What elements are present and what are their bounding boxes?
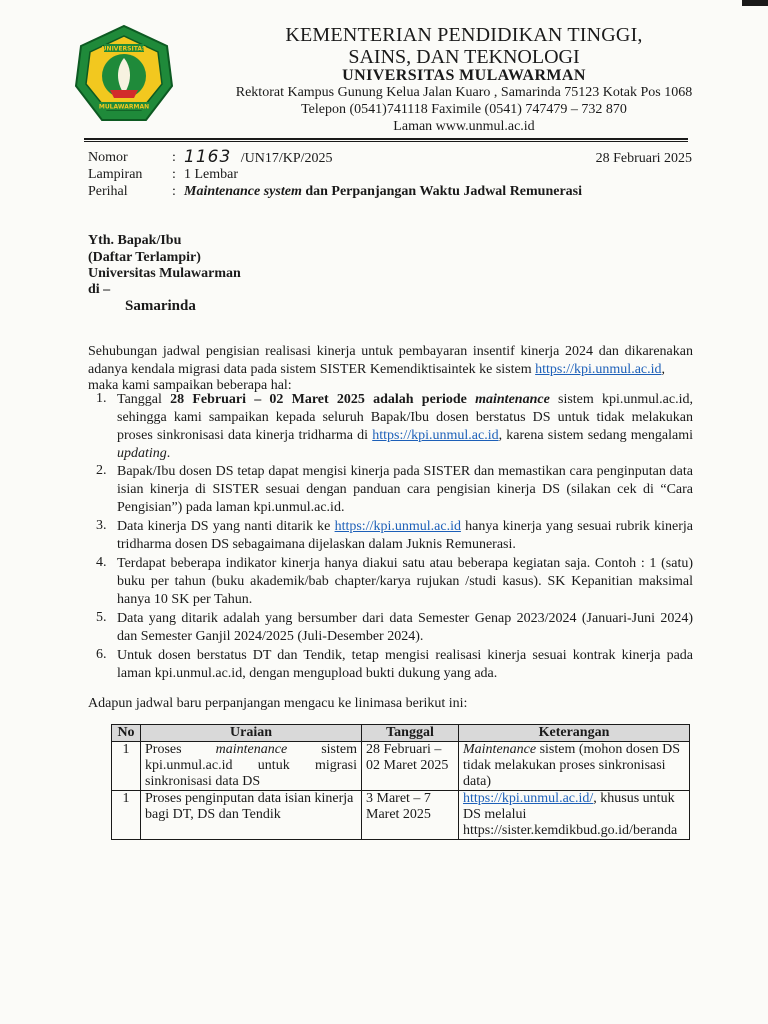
item-1-post: sistem kpi.unmul.ac.id, sehingga kami sampaikan kepada seluruh Bapak/Ibu dosen berstatus DS untuk tidak melakukan proses sinkronisasi data kinerja tridharma di: [117, 392, 693, 443]
letterhead-rule-thin: [84, 141, 688, 142]
nomor-handwritten: 1163: [184, 147, 232, 167]
item-number: 3.: [96, 518, 107, 533]
item-3-post: hanya kinerja yang sesuai rubrik kinerja tridharma dosen DS sebagaimana dijelaskan dalam Juknis Remunerasi.: [117, 519, 693, 552]
cell-tanggal: 3 Maret – 7 Maret 2025: [362, 791, 459, 840]
lampiran-value: 1 Lembar: [184, 167, 239, 182]
addressee-line2: (Daftar Terlampir): [88, 250, 201, 265]
ministry-line1: KEMENTERIAN PENDIDIKAN TINGGI,: [285, 24, 643, 46]
keterangan-italic: Maintenance: [463, 742, 537, 757]
schedule-table: [111, 724, 690, 840]
letterhead-rule-thick: [84, 138, 688, 140]
cell-no: 1: [112, 742, 141, 791]
intro-line3: maka kami sampaikan beberapa hal:: [88, 378, 292, 393]
item-1-pre: Tanggal: [117, 392, 171, 407]
table-header-row: [112, 725, 690, 742]
item-number: 2.: [96, 463, 107, 478]
perihal-value: [184, 184, 582, 200]
lampiran-label: Lampiran: [88, 167, 143, 182]
perihal-italic: Maintenance system: [184, 184, 302, 199]
col-header-uraian: Uraian: [141, 725, 362, 742]
cell-uraian: [141, 742, 362, 791]
kpi-link[interactable]: https://kpi.unmul.ac.id: [535, 362, 662, 377]
cell-no: 1: [112, 791, 141, 840]
addressee-line4: di –: [88, 282, 111, 297]
kpi-link[interactable]: https://kpi.unmul.ac.id: [372, 428, 499, 443]
item-1-bold: 28 Februari – 02 Maret 2025 adalah periode: [170, 392, 476, 407]
item-number: 4.: [96, 555, 107, 570]
item-number: 1.: [96, 391, 107, 406]
item-5: Data yang ditarik adalah yang bersumber dari data Semester Genap 2023/2024 (Januari-Juni 2024) dan Semester Ganjil 2024/2025 (Juli-Desember 2024).: [117, 611, 693, 644]
table-row: [112, 791, 690, 840]
uraian-italic: maintenance: [215, 742, 288, 757]
scan-corner-mark: [742, 0, 768, 6]
col-header-no: No: [112, 725, 141, 742]
nomor-suffix: /UN17/KP/2025: [240, 151, 333, 166]
keterangan-text: sistem (mohon dosen DS tidak melakukan proses sinkronisasi data): [463, 742, 680, 789]
intro-text: Sehubungan jadwal pengisian realisasi kinerja untuk pembayaran insentif kinerja 2024 dan dikarenakan adanya kendala migrasi data pada sistem SISTER Kemendiktisaintek ke sistem: [88, 344, 693, 377]
colon: :: [172, 184, 176, 199]
uraian-text-b: sistem kpi.unmul.ac.id untuk migrasi sinkronisasi data DS: [145, 742, 357, 789]
item-4: Terdapat beberapa indikator kinerja hanya diakui satu atau beberapa kegiatan saja. Contoh : 1 (satu) buku per tahun (buku akademik/bab chapter/karya rujukan /studi kasus). SK Kepanitian maksimal hanya 10 SK per Tahun.: [117, 556, 693, 607]
colon: :: [172, 150, 176, 165]
letter-date: 28 Februari 2025: [595, 151, 692, 166]
intro-paragraph: [88, 343, 693, 379]
colon: :: [172, 167, 176, 182]
uraian-text: Proses: [145, 742, 216, 757]
addressee-line1: Yth. Bapak/Ibu: [88, 233, 182, 248]
col-header-tanggal: Tanggal: [362, 725, 459, 742]
kpi-link[interactable]: https://kpi.unmul.ac.id/: [463, 791, 594, 806]
addressee-city: Samarinda: [125, 298, 196, 314]
cell-keterangan: [459, 791, 690, 840]
item-1-b-post: , karena sistem sedang mengalami: [498, 428, 693, 443]
cell-keterangan: [459, 742, 690, 791]
logo-text-top: UNIVERSITAS: [101, 45, 147, 53]
cell-tanggal: 28 Februari – 02 Maret 2025: [362, 742, 459, 791]
website-line: Laman www.unmul.ac.id: [393, 119, 535, 134]
university-name: UNIVERSITAS MULAWARMAN: [342, 67, 586, 84]
perihal-rest: dan Perpanjangan Waktu Jadwal Remunerasi: [301, 184, 583, 199]
item-2: Bapak/Ibu dosen DS tetap dapat mengisi kinerja pada SISTER dan memastikan cara penginputan data isian kinerja di SISTER sesuai dengan panduan cara pengisian kinerja DS (silakan cek di “Cara Pengisian”) pada laman kpi.unmul.ac.id.: [117, 464, 693, 515]
phone-line: Telepon (0541)741118 Faximile (0541) 747479 – 732 870: [301, 102, 627, 117]
item-1-end: .: [166, 446, 171, 461]
item-1: [117, 391, 693, 463]
item-6: Untuk dosen berstatus DT dan Tendik, tetap mengisi realisasi kinerja sesuai kontrak kinerja pada laman kpi.unmul.ac.id, dengan mengupload bukti dukung yang ada.: [117, 648, 693, 681]
kpi-link[interactable]: https://kpi.unmul.ac.id: [334, 519, 461, 534]
keterangan-text: , khusus untuk DS melalui https://sister.kemdikbud.go.id/beranda: [463, 791, 678, 838]
address-line: Rektorat Kampus Gunung Kelua Jalan Kuaro , Samarinda 75123 Kotak Pos 1068: [235, 85, 693, 100]
item-1-bold-italic: maintenance: [475, 392, 550, 407]
intro-after-link: ,: [661, 362, 666, 377]
item-1-italic: updating: [117, 446, 167, 461]
item-3-pre: Data kinerja DS yang nanti ditarik ke: [117, 519, 335, 534]
item-number: 5.: [96, 610, 107, 625]
item-3: [117, 518, 693, 554]
table-row: [112, 742, 690, 791]
col-header-keterangan: Keterangan: [459, 725, 690, 742]
university-crest-icon: [74, 24, 174, 124]
item-number: 6.: [96, 647, 107, 662]
nomor-label: Nomor: [88, 150, 128, 165]
ministry-line2: SAINS, DAN TEKNOLOGI: [348, 46, 580, 68]
addressee-line3: Universitas Mulawarman: [88, 266, 241, 281]
perihal-label: Perihal: [88, 184, 128, 199]
cell-uraian: Proses penginputan data isian kinerja bagi DT, DS dan Tendik: [141, 791, 362, 840]
schedule-intro: Adapun jadwal baru perpanjangan mengacu ke linimasa berikut ini:: [88, 696, 468, 711]
logo-text-bottom: MULAWARMAN: [98, 103, 150, 111]
